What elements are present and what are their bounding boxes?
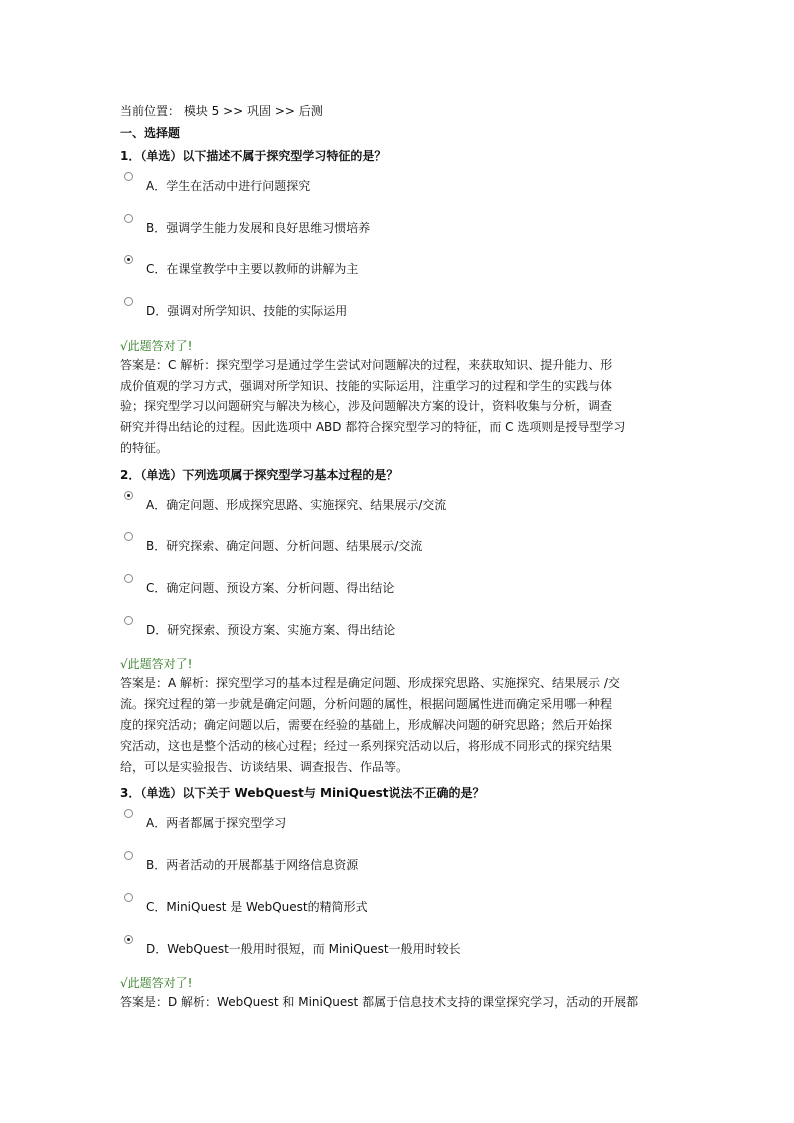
correct-result-text: √此题答对了!	[120, 338, 193, 353]
analysis-line: 究活动，这也是整个活动的核心过程；经过一系列探究活动以后，将形成不同形式的探究结果	[120, 738, 613, 753]
option-c[interactable]	[120, 570, 680, 612]
breadcrumb-path: 模块 5 >> 巩固 >> 后测	[183, 104, 323, 118]
analysis-line: 的特征。	[120, 440, 169, 455]
question-title: 2．（单选）下列选项属于探究型学习基本过程的是？	[120, 467, 399, 482]
radio-checked-icon[interactable]	[124, 935, 133, 944]
analysis-line: 给，可以是实验报告、访谈结果、调查报告、作品等。	[120, 759, 409, 774]
radio-unchecked-icon[interactable]	[124, 851, 133, 860]
analysis-line: 成价值观的学习方式，强调对所学知识、技能的实际运用，注重学习的过程和学生的实践与体	[120, 378, 613, 393]
option-label: D．研究探索、预设方案、实施方案、得出结论	[146, 622, 396, 637]
option-c[interactable]	[120, 251, 680, 293]
option-d[interactable]	[120, 293, 680, 335]
radio-unchecked-icon[interactable]	[124, 574, 133, 583]
question-list	[120, 144, 680, 1013]
radio-unchecked-icon[interactable]	[124, 809, 133, 818]
option-label: B．两者活动的开展都基于网络信息资源	[146, 858, 359, 873]
breadcrumb-prefix: 当前位置：	[120, 104, 181, 118]
correct-result-text: √此题答对了!	[120, 976, 193, 991]
option-a[interactable]	[120, 487, 680, 529]
radio-unchecked-icon[interactable]	[124, 297, 133, 306]
option-c[interactable]	[120, 889, 680, 931]
question-3	[120, 781, 680, 1013]
radio-checked-icon[interactable]	[124, 491, 133, 500]
section-title: 一、选择题	[120, 126, 181, 140]
option-label: D．强调对所学知识、技能的实际运用	[146, 304, 348, 319]
radio-checked-icon[interactable]	[124, 255, 133, 264]
radio-unchecked-icon[interactable]	[124, 532, 133, 541]
option-label: A．确定问题、形成探究思路、实施探究、结果展示/交流	[146, 497, 447, 512]
option-label: C．在课堂教学中主要以教师的讲解为主	[146, 262, 359, 277]
analysis-line: 答案是：C 解析：探究型学习是通过学生尝试对问题解决的过程，来获取知识、提升能力、形	[120, 357, 613, 372]
question-2	[120, 463, 680, 778]
analysis-line: 验；探究型学习以问题研究与解决为核心，涉及问题解决方案的设计，资料收集与分析，调查	[120, 399, 613, 414]
option-d[interactable]	[120, 612, 680, 654]
option-label: A．学生在活动中进行问题探究	[146, 179, 311, 193]
question-1	[120, 144, 680, 459]
question-title: 3．（单选）以下关于 WebQuest与 MiniQuest说法不正确的是？	[120, 786, 485, 801]
option-label: C．MiniQuest 是 WebQuest的精简形式	[146, 899, 368, 914]
option-label: A．两者都属于探究型学习	[146, 816, 287, 831]
option-a[interactable]	[120, 168, 680, 210]
option-b[interactable]	[120, 847, 680, 889]
document-page	[120, 100, 680, 1017]
option-label: D．WebQuest一般用时很短，而 MiniQuest一般用时较长	[146, 941, 461, 956]
answer-analysis	[120, 673, 680, 777]
radio-unchecked-icon[interactable]	[124, 893, 133, 902]
answer-analysis	[120, 355, 680, 459]
option-b[interactable]	[120, 210, 680, 252]
option-label: C．确定问题、预设方案、分析问题、得出结论	[146, 581, 395, 596]
radio-unchecked-icon[interactable]	[124, 172, 133, 181]
option-label: B．研究探索、确定问题、分析问题、结果展示/交流	[146, 539, 423, 554]
radio-unchecked-icon[interactable]	[124, 214, 133, 223]
correct-result-text: √此题答对了!	[120, 657, 193, 672]
option-a[interactable]	[120, 805, 680, 847]
analysis-line: 答案是：A 解析：探究型学习的基本过程是确定问题、形成探究思路、实施探究、结果展示 /交	[120, 676, 620, 691]
option-d[interactable]	[120, 931, 680, 973]
option-label: B．强调学生能力发展和良好思维习惯培养	[146, 220, 371, 235]
option-b[interactable]	[120, 528, 680, 570]
analysis-line: 研究并得出结论的过程。因此选项中 ABD 都符合探究型学习的特征，而 C 选项则是授导型学习	[120, 420, 626, 435]
breadcrumb	[120, 100, 680, 122]
question-title: 1．（单选）以下描述不属于探究型学习特征的是？	[120, 149, 387, 163]
answer-analysis	[120, 992, 680, 1013]
analysis-line: 答案是：D 解析：WebQuest 和 MiniQuest 都属于信息技术支持的课堂探究学习，活动的开展都	[120, 995, 639, 1010]
analysis-line: 度的探究活动；确定问题以后，需要在经验的基础上，形成解决问题的研究思路；然后开始探	[120, 718, 613, 733]
analysis-line: 流。探究过程的第一步就是确定问题，分析问题的属性，根据问题属性进而确定采用哪一种程	[120, 697, 613, 712]
radio-unchecked-icon[interactable]	[124, 616, 133, 625]
